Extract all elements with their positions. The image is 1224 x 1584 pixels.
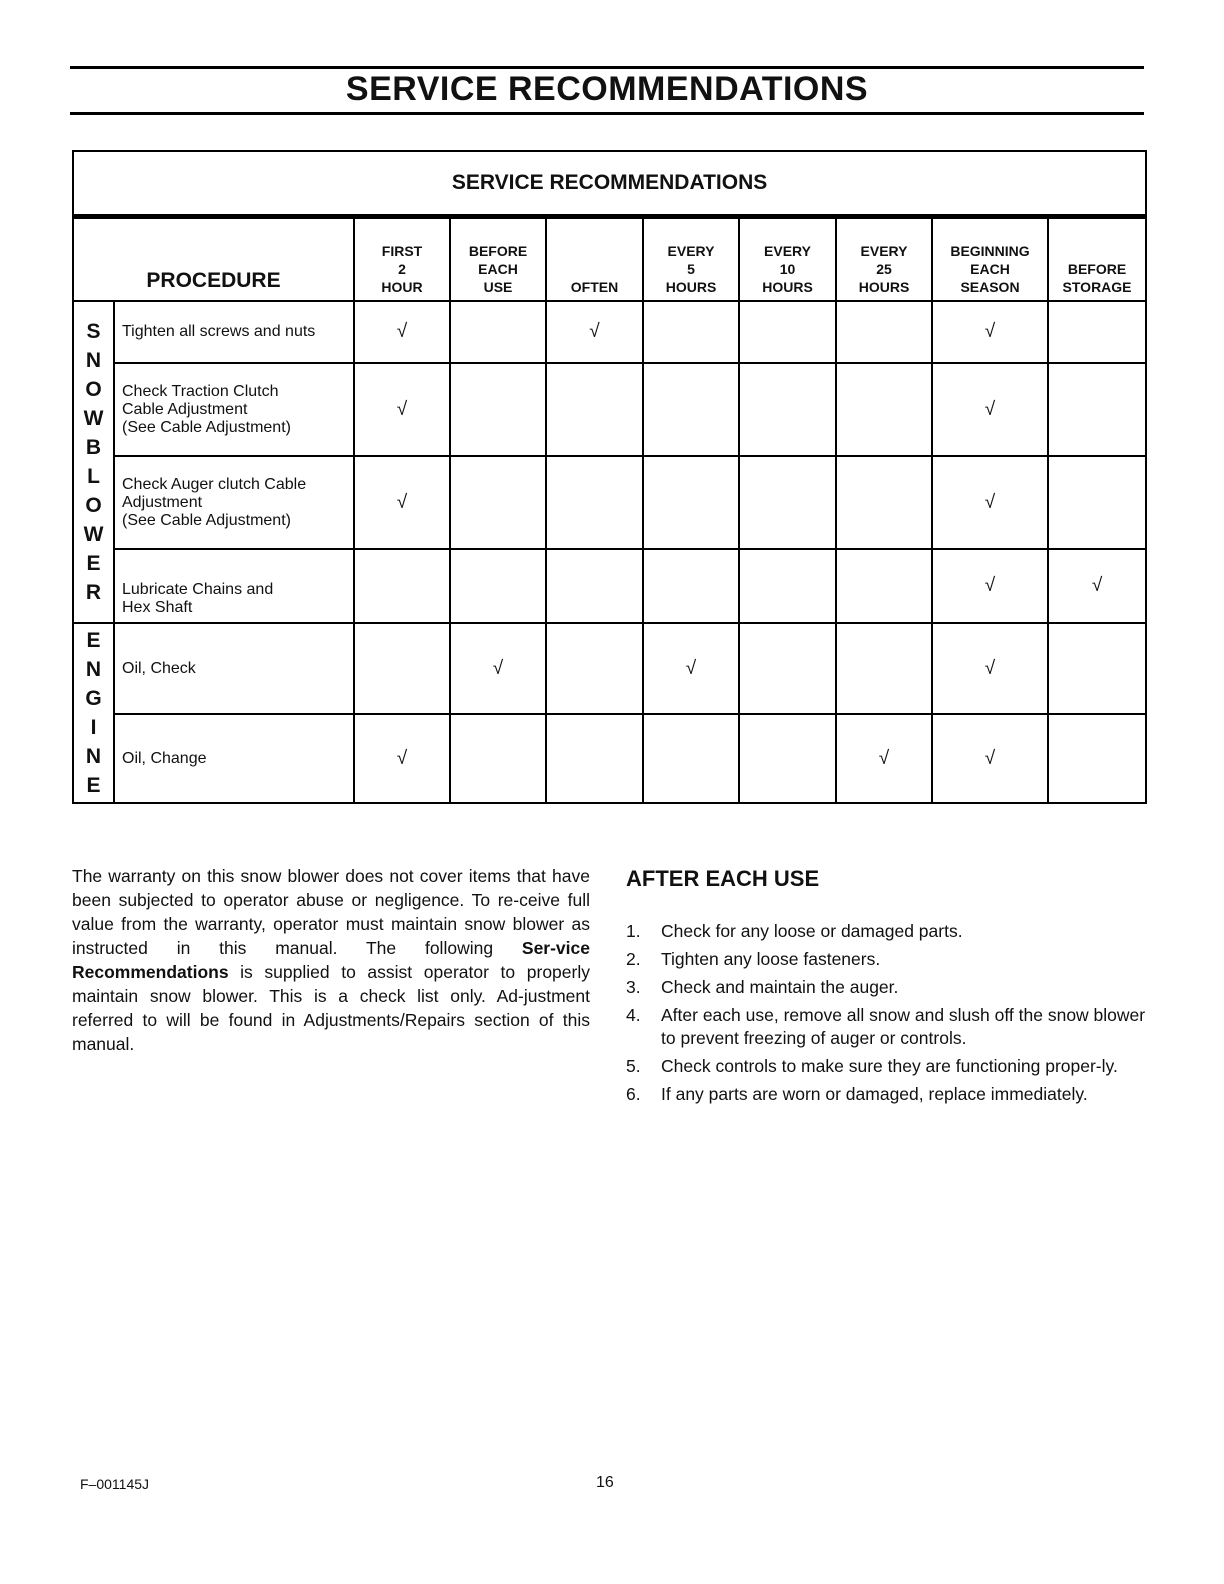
column-header-line: HOURS bbox=[762, 279, 813, 295]
check-cell bbox=[450, 301, 546, 363]
list-item-text: If any parts are worn or damaged, replace immediately. bbox=[661, 1084, 1088, 1104]
check-cell bbox=[450, 363, 546, 456]
check-cell bbox=[1048, 714, 1146, 803]
procedure-text: Oil, Check bbox=[122, 659, 196, 677]
column-header-line: SEASON bbox=[960, 279, 1020, 295]
check-cell bbox=[1048, 549, 1146, 623]
check-cell bbox=[643, 714, 739, 803]
after-each-use-list bbox=[626, 920, 1146, 1111]
list-item bbox=[626, 1055, 1146, 1078]
list-item-number: 4. bbox=[626, 1005, 641, 1025]
column-header-line: EVERY bbox=[860, 243, 908, 259]
check-cell bbox=[450, 456, 546, 549]
check-cell bbox=[643, 456, 739, 549]
warranty-text-start: The warranty on this snow blower does not cover items that have been subjected to operator abuse or negligence. To re-ceive full value from the warranty, operator must maintain snow blower as instructed in this manual. The following bbox=[72, 866, 590, 958]
check-cell bbox=[836, 714, 932, 803]
check-mark-icon: √ bbox=[685, 657, 697, 679]
group-letter: S bbox=[86, 320, 101, 343]
list-item-text: Check controls to make sure they are functioning proper-ly. bbox=[661, 1056, 1118, 1076]
after-each-use-heading: AFTER EACH USE bbox=[626, 866, 820, 891]
check-cell bbox=[546, 623, 643, 714]
check-cell bbox=[354, 549, 450, 623]
page-title: SERVICE RECOMMENDATIONS bbox=[345, 70, 869, 108]
column-header bbox=[354, 217, 450, 302]
table-row bbox=[73, 714, 1146, 803]
list-item bbox=[626, 976, 1146, 999]
check-cell bbox=[739, 714, 836, 803]
procedure-cell bbox=[114, 363, 354, 456]
procedure-text: Lubricate Chains and bbox=[122, 581, 274, 598]
check-cell bbox=[739, 301, 836, 363]
list-item-text: Check for any loose or damaged parts. bbox=[661, 921, 963, 941]
check-cell bbox=[836, 549, 932, 623]
list-item-number: 6. bbox=[626, 1084, 641, 1104]
check-cell bbox=[354, 301, 450, 363]
check-cell bbox=[450, 549, 546, 623]
check-cell bbox=[1048, 456, 1146, 549]
column-header-line: EACH bbox=[478, 261, 518, 277]
list-item-number: 1. bbox=[626, 921, 641, 941]
procedure-text: Tighten all screws and nuts bbox=[122, 323, 316, 340]
column-header-line: EVERY bbox=[764, 243, 811, 259]
column-header-line: HOURS bbox=[665, 279, 717, 295]
check-cell bbox=[836, 301, 932, 363]
check-mark-icon: √ bbox=[396, 321, 408, 342]
column-header-line: BEGINNING bbox=[950, 243, 1030, 259]
group-letter: G bbox=[85, 687, 102, 710]
column-header bbox=[643, 217, 739, 302]
check-mark-icon: √ bbox=[984, 657, 996, 679]
page-number: 16 bbox=[596, 1474, 614, 1491]
procedure-text: Check Traction Clutch bbox=[122, 382, 279, 400]
table-row bbox=[73, 456, 1146, 549]
check-mark-icon: √ bbox=[396, 491, 408, 513]
check-cell bbox=[932, 301, 1048, 363]
warranty-text-bold: Ser-vice Recommendations bbox=[72, 938, 590, 982]
check-cell bbox=[1048, 623, 1146, 714]
check-cell bbox=[932, 623, 1048, 714]
procedure-text: Hex Shaft bbox=[122, 599, 193, 616]
group-letter: E bbox=[86, 629, 101, 652]
column-header bbox=[932, 217, 1048, 302]
list-item-text: Check and maintain the auger. bbox=[661, 977, 899, 997]
column-header-line: USE bbox=[483, 279, 513, 295]
check-cell bbox=[643, 549, 739, 623]
check-cell bbox=[450, 623, 546, 714]
check-cell bbox=[739, 623, 836, 714]
group-letter: I bbox=[90, 716, 97, 739]
check-mark-icon: √ bbox=[984, 321, 996, 342]
check-cell bbox=[739, 549, 836, 623]
check-mark-icon: √ bbox=[589, 321, 600, 342]
check-mark-icon: √ bbox=[396, 398, 408, 420]
group-letter: W bbox=[83, 407, 104, 430]
column-header-line: HOURS bbox=[858, 279, 910, 295]
list-item-number: 5. bbox=[626, 1056, 641, 1076]
check-cell bbox=[643, 623, 739, 714]
check-cell bbox=[546, 301, 643, 363]
title-rule-bottom bbox=[70, 112, 1144, 115]
group-letter: R bbox=[85, 581, 102, 604]
column-header-line: 25 bbox=[876, 261, 892, 277]
check-cell bbox=[932, 714, 1048, 803]
column-header-line: BEFORE bbox=[1067, 261, 1127, 277]
title-rule-top bbox=[70, 66, 1144, 69]
column-header bbox=[546, 217, 643, 302]
check-cell bbox=[932, 456, 1048, 549]
warranty-text-end: is supplied to assist operator to properly maintain snow blower. This is a check list only. Ad-justment referred to will be found in Adjustments/Repairs section of this manual. bbox=[72, 962, 590, 1054]
column-header-line: EACH bbox=[970, 261, 1010, 277]
group-letter: N bbox=[85, 745, 102, 768]
check-cell bbox=[546, 714, 643, 803]
column-header-line: EVERY bbox=[667, 243, 715, 259]
table-row bbox=[73, 301, 1146, 363]
check-cell bbox=[836, 623, 932, 714]
column-header bbox=[1048, 217, 1146, 302]
warranty-paragraph bbox=[72, 864, 590, 1056]
list-item bbox=[626, 948, 1146, 971]
group-letter: N bbox=[85, 658, 102, 681]
table-row bbox=[73, 623, 1146, 714]
column-header-line: OFTEN bbox=[570, 279, 619, 295]
column-header bbox=[836, 217, 932, 302]
check-cell bbox=[836, 363, 932, 456]
check-mark-icon: √ bbox=[492, 657, 504, 679]
column-header-line: STORAGE bbox=[1062, 279, 1132, 295]
check-cell bbox=[643, 363, 739, 456]
check-cell bbox=[932, 549, 1048, 623]
check-mark-icon: √ bbox=[1091, 575, 1103, 596]
procedure-cell bbox=[114, 549, 354, 623]
check-cell bbox=[354, 363, 450, 456]
procedure-text: Check Auger clutch Cable bbox=[122, 475, 307, 493]
check-cell bbox=[354, 456, 450, 549]
column-header-line: BEFORE bbox=[468, 243, 528, 259]
check-mark-icon: √ bbox=[984, 747, 996, 769]
list-item-number: 2. bbox=[626, 949, 641, 969]
procedure-text: Oil, Change bbox=[122, 749, 207, 767]
group-letter: O bbox=[85, 378, 102, 401]
check-cell bbox=[546, 549, 643, 623]
table-header-row bbox=[73, 217, 1146, 302]
group-letter: B bbox=[85, 436, 102, 459]
column-header-line: FIRST bbox=[381, 243, 423, 259]
engine-group-label bbox=[73, 623, 114, 803]
service-table bbox=[72, 150, 1147, 804]
check-cell bbox=[546, 363, 643, 456]
group-letter: W bbox=[83, 523, 104, 546]
check-cell bbox=[546, 456, 643, 549]
group-letter: N bbox=[85, 349, 102, 372]
group-letter: E bbox=[86, 774, 101, 797]
group-letter: E bbox=[86, 552, 101, 575]
column-header-line: 2 bbox=[398, 261, 406, 277]
column-header-line: 10 bbox=[779, 261, 796, 277]
check-cell bbox=[836, 456, 932, 549]
procedure-text: (See Cable Adjustment) bbox=[122, 511, 291, 529]
check-mark-icon: √ bbox=[396, 747, 408, 769]
check-mark-icon: √ bbox=[878, 747, 890, 769]
procedure-header: PROCEDURE bbox=[73, 217, 354, 302]
column-header-line: 5 bbox=[687, 261, 695, 277]
check-cell bbox=[1048, 363, 1146, 456]
procedure-cell bbox=[114, 301, 354, 363]
group-letter: L bbox=[87, 465, 100, 488]
procedure-cell bbox=[114, 623, 354, 714]
list-item bbox=[626, 1083, 1146, 1106]
column-header-line: HOUR bbox=[381, 279, 423, 295]
check-cell bbox=[354, 714, 450, 803]
check-cell bbox=[354, 623, 450, 714]
column-header bbox=[739, 217, 836, 302]
table-caption: SERVICE RECOMMENDATIONS bbox=[73, 151, 1146, 217]
check-mark-icon: √ bbox=[984, 398, 996, 420]
list-item bbox=[626, 1004, 1146, 1050]
procedure-text: Adjustment bbox=[122, 493, 203, 511]
group-letter: O bbox=[85, 494, 102, 517]
list-item-text: Tighten any loose fasteners. bbox=[661, 949, 881, 969]
check-cell bbox=[450, 714, 546, 803]
procedure-cell bbox=[114, 456, 354, 549]
check-mark-icon: √ bbox=[984, 491, 996, 513]
snowblower-group-label bbox=[73, 301, 114, 623]
list-item bbox=[626, 920, 1146, 943]
table-row bbox=[73, 363, 1146, 456]
procedure-text: (See Cable Adjustment) bbox=[122, 418, 291, 436]
list-item-text: After each use, remove all snow and slush off the snow blower to prevent freezing of auger or controls. bbox=[661, 1005, 1146, 1048]
check-cell bbox=[643, 301, 739, 363]
procedure-cell bbox=[114, 714, 354, 803]
footer-document-code: F–001145J bbox=[80, 1476, 150, 1492]
column-header bbox=[450, 217, 546, 302]
procedure-text: Cable Adjustment bbox=[122, 400, 248, 418]
check-mark-icon: √ bbox=[984, 575, 996, 596]
check-cell bbox=[739, 363, 836, 456]
check-cell bbox=[932, 363, 1048, 456]
check-cell bbox=[739, 456, 836, 549]
list-item-number: 3. bbox=[626, 977, 641, 997]
check-cell bbox=[1048, 301, 1146, 363]
table-row bbox=[73, 549, 1146, 623]
